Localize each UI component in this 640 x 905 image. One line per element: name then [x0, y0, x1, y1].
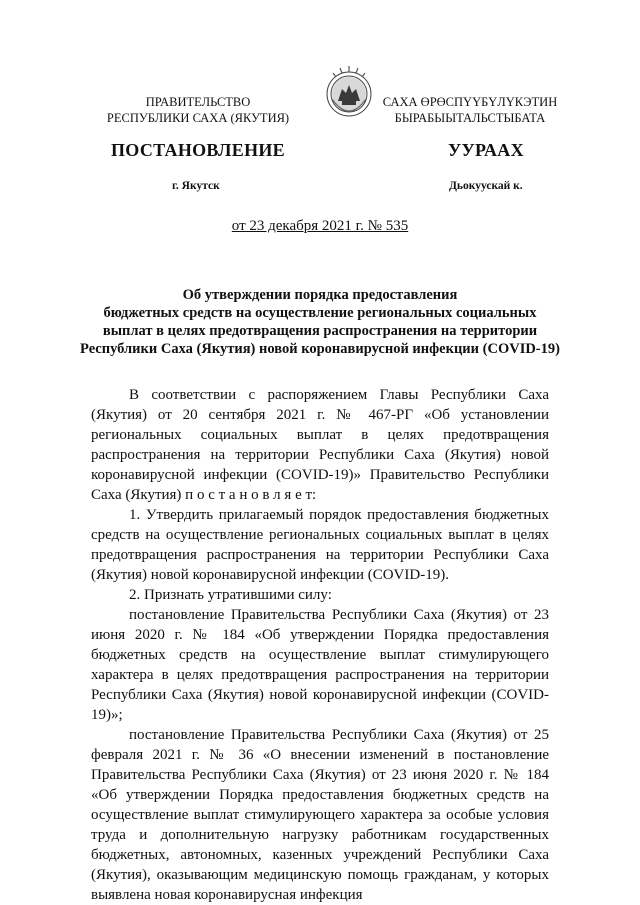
government-name-sakha-line1: САХА ӨРӨСПҮҮБҮЛҮКЭТИН [382, 95, 558, 109]
decree-date-number [0, 218, 640, 235]
body-paragraph: 2. Признать утратившими силу: [129, 587, 332, 603]
body-paragraph: постановление Правительства Республики Саха (Якутия) от 23 июня 2020 г. № 184 «Об утверждении Порядка предоставления бюджетных средств на осуществление выплат стимулирующего характера в целях предотвращения распространения на территории Республики Саха (Якутия) новой коронавирусной инфекции (COVID-19)»; [91, 607, 549, 723]
subject-line: Об утверждении порядка предоставления [182, 287, 458, 303]
subject-line: бюджетных средств на осуществление региональных социальных [103, 305, 537, 321]
decree-date-number-text: от 23 декабря 2021 г. № 535 [231, 218, 409, 234]
header-left-block [88, 94, 308, 126]
decree-body [91, 385, 549, 905]
body-paragraph: постановление Правительства Республики Саха (Якутия) от 25 февраля 2021 г. № 36 «О внесении изменений в постановление Правительства Республики Саха (Якутия) от 23 июня 2020 г. № 184 «Об утверждении Порядка предоставления бюджетных средств на осуществление выплат стимулирующего характера за особые условия труда и дополнительную нагрузку работникам государственных бюджетных, автономных, казенных учреждений Республики Саха (Якутия), оказывающим медицинскую помощь гражданам, у которых выявлена новая коронавирусная инфекция [91, 727, 549, 903]
document-type-title: ПОСТАНОВЛЕНИЕ [111, 140, 285, 160]
subject-line: выплат в целях предотвращения распространения на территории [102, 323, 538, 339]
body-paragraph: 1. Утвердить прилагаемый порядок предоставления бюджетных средств на осуществление региональных социальных выплат в целях предотвращения распространения на территории Республики Саха (Якутия) новой коронавирусной инфекции (COVID-19). [91, 507, 549, 583]
header-right-block [360, 94, 580, 126]
decree-subject [60, 286, 580, 358]
government-name-line2: РЕСПУБЛИКИ САХА (ЯКУТИЯ) [106, 111, 290, 125]
document-type-title-sakha: УУРААХ [448, 140, 524, 160]
city-name: г. Якутск [172, 180, 220, 192]
body-paragraph: В соответствии с распоряжением Главы Республики Саха (Якутия) от 20 сентября 2021 г. № 467-РГ «Об установлении региональных социальных выплат в целях предотвращения распространения на территории Республики Саха (Якутия) новой коронавирусной инфекции (COVID-19)» Правительство Республики Саха (Якутия) п о с т а н о в л я е т: [91, 387, 549, 503]
city-name-sakha: Дьокуускай к. [449, 180, 523, 192]
government-name-line1: ПРАВИТЕЛЬСТВО [145, 95, 251, 109]
government-name-sakha-line2: БЫРАБЫЫТАЛЬСТЫБАТА [394, 111, 546, 125]
subject-line: Республики Саха (Якутия) новой коронавирусной инфекции (COVID-19) [80, 341, 560, 357]
